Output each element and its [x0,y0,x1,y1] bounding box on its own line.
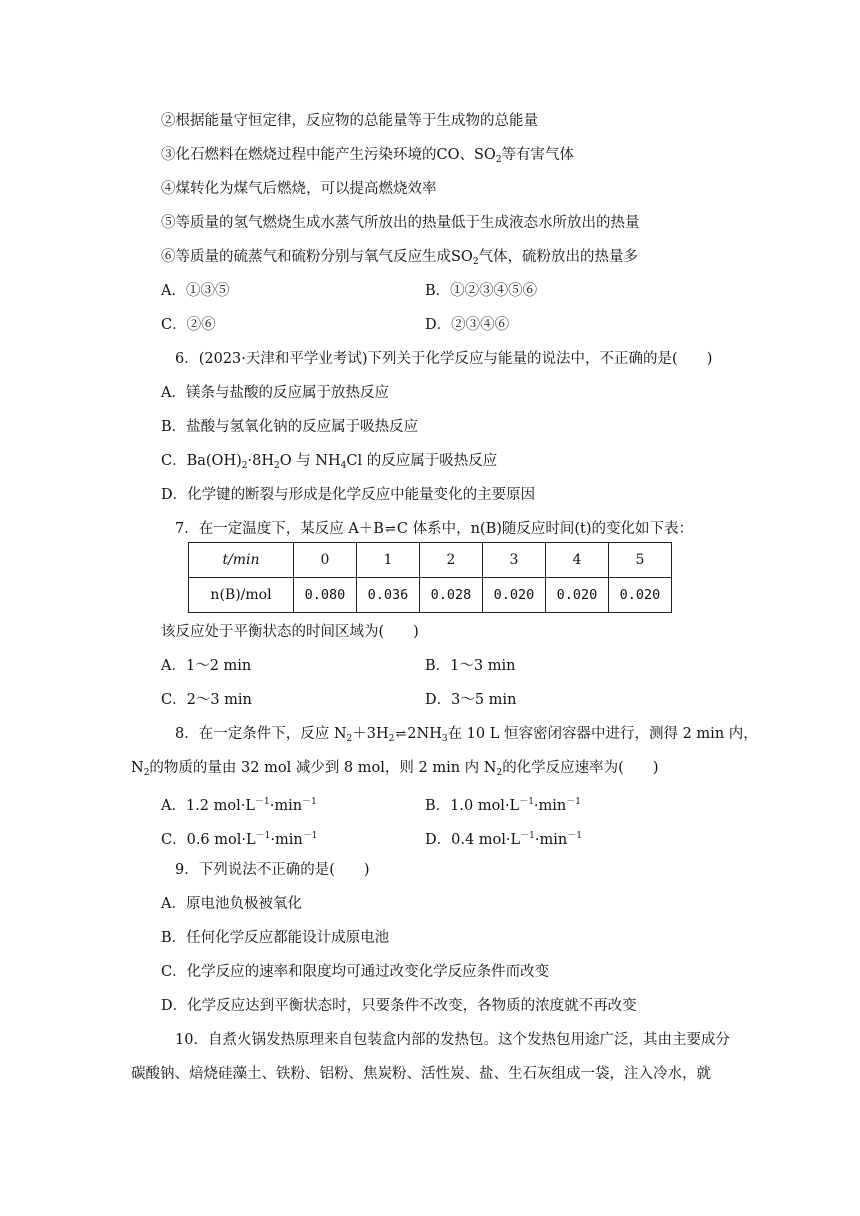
table-cell: 0 [294,543,357,578]
q5-option-b: B．①②③④⑤⑥ [425,283,538,299]
q8-stem-line1: 8．在一定条件下，反应 $N_2+3H_2\rightleftharpoons 2NH_3$在 10 L 恒容密闭容器中进行，测得 2 min 内， [175,726,758,744]
table-cell: 5 [609,543,672,578]
q6-option-b: B．盐酸与氢氧化钠的反应属于吸热反应 [161,419,419,435]
q5-option-d: D．②③④⑥ [425,317,510,333]
q8-stem-line2: $N_2$的物质的量由 32 mol 减少到 8 mol，则 2 min 内 $N_2$的化学反应速率为( ) [131,760,659,778]
statement-2: ②根据能量守恒定律，反应物的总能量等于生成物的总能量 [161,113,538,129]
table-header-cell: t/min [189,543,294,578]
statement-3: ③化石燃料在燃烧过程中能产生污染环境的CO、$SO_2$等有害气体 [161,147,575,165]
q7-option-a: A．1～2 min [161,658,252,674]
statement-6: ⑥等质量的硫蒸气和硫粉分别与氧气反应生成$SO_2$气体，硫粉放出的热量多 [161,249,639,267]
q7-option-c: C．2～3 min [161,692,252,708]
q9-stem: 9．下列说法不正确的是( ) [175,862,370,878]
q9-option-d: D．化学反应达到平衡状态时，只要条件不改变，各物质的浓度就不再改变 [161,998,637,1014]
q7-option-b: B．1～3 min [425,658,516,674]
q8-option-d: D．0.4 $mol\cdot L^{-1}\cdot\min^{-1}$ [425,831,582,848]
q9-option-c: C．化学反应的速率和限度均可通过改变化学反应条件而改变 [161,964,550,980]
table-row [189,578,672,613]
table-cell: 2 [420,543,483,578]
table-cell: 3 [483,543,546,578]
table-cell: 0.020 [546,578,609,613]
table-header-cell: n(B)/mol [189,578,294,613]
q6-option-a: A．镁条与盐酸的反应属于放热反应 [161,385,389,401]
q5-option-a: A．①③⑤ [161,283,230,299]
q6-option-c: C．$Ba(OH)_2\cdot 8H_2O$ 与 $NH_4Cl$ 的反应属于吸热反应 [161,453,498,471]
table-cell: 0.028 [420,578,483,613]
q10-stem-line2: 碳酸钠、焙烧硅藻土、铁粉、铝粉、焦炭粉、活性炭、盐、生石灰组成一袋，注入冷水，就 [131,1066,711,1082]
q9-option-b: B．任何化学反应都能设计成原电池 [161,930,390,946]
q10-stem-line1: 10．自煮火锅发热原理来自包装盒内部的发热包。这个发热包用途广泛，其由主要成分 [175,1032,730,1048]
statement-5: ⑤等质量的氢气燃烧生成水蒸气所放出的热量低于生成液态水所放出的热量 [161,215,640,231]
q7-option-d: D．3～5 min [425,692,517,708]
q6-stem: 6．(2023·天津和平学业考试)下列关于化学反应与能量的说法中，不正确的是( ) [175,351,713,367]
table-cell: 0.036 [357,578,420,613]
table-row [189,543,672,578]
q8-option-a: A．1.2 $mol\cdot L^{-1}\cdot\min^{-1}$ [161,797,317,814]
statement-4: ④煤转化为煤气后燃烧，可以提高燃烧效率 [161,181,437,197]
q9-option-a: A．原电池负极被氧化 [161,896,302,912]
table-cell: 0.020 [483,578,546,613]
table-cell: 1 [357,543,420,578]
q6-option-d: D．化学键的断裂与形成是化学反应中能量变化的主要原因 [161,487,536,503]
q8-option-c: C．0.6 $mol\cdot L^{-1}\cdot\min^{-1}$ [161,831,318,848]
table-cell: 0.080 [294,578,357,613]
q7-stem: 7．在一定温度下，某反应 A＋B⇌C 体系中，n(B)随反应时间(t)的变化如下表： [175,521,694,537]
q7-follow: 该反应处于平衡状态的时间区域为( ) [161,624,419,640]
table-cell: 4 [546,543,609,578]
table-cell: 0.020 [609,578,672,613]
q8-option-b: B．1.0 $mol\cdot L^{-1}\cdot\min^{-1}$ [425,797,581,814]
q5-option-c: C．②⑥ [161,317,216,333]
q7-data-table [188,542,672,613]
